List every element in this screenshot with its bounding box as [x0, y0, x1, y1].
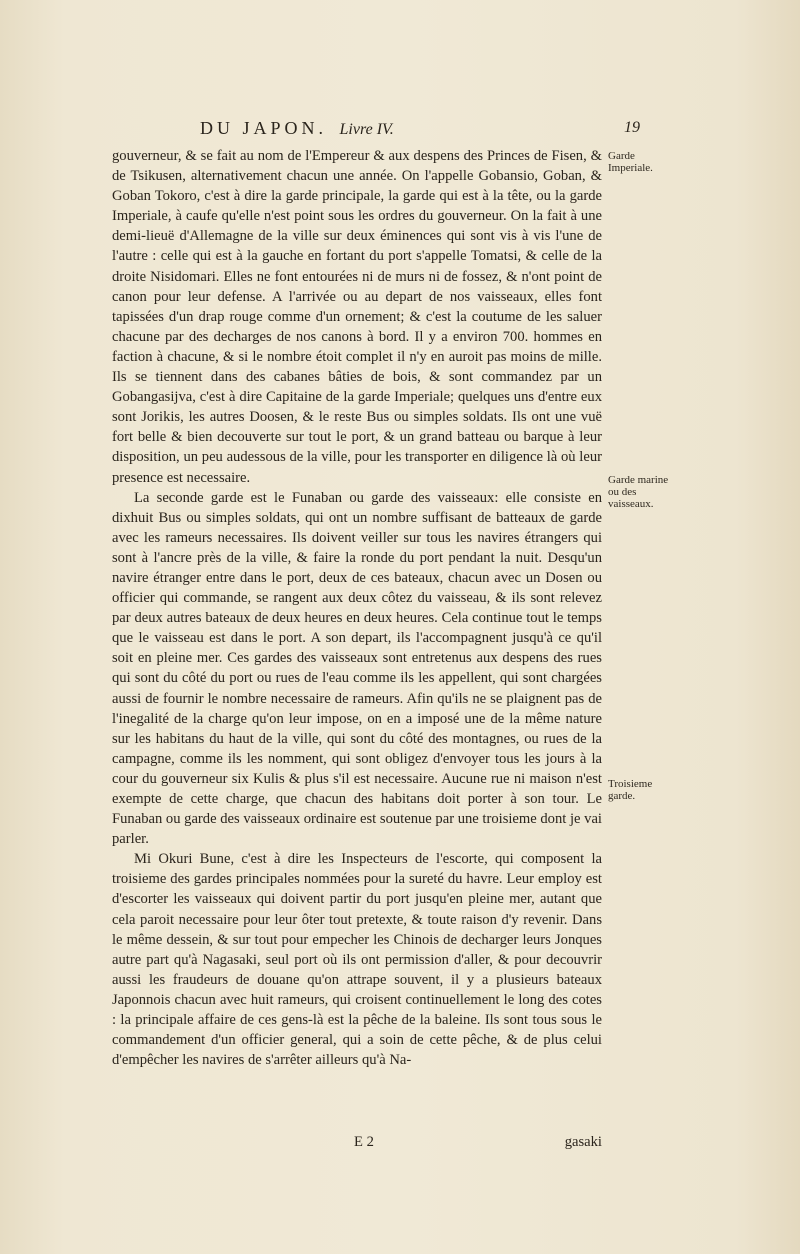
page-footer — [112, 1134, 602, 1154]
running-head-book: Livre IV. — [339, 121, 394, 138]
body-text — [112, 146, 602, 1070]
running-head-title: DU JAPON. — [200, 118, 328, 138]
signature-mark: E 2 — [354, 1134, 374, 1150]
running-head — [200, 118, 394, 139]
page-number: 19 — [624, 119, 640, 136]
page-header — [200, 118, 640, 142]
paragraph-2: La seconde garde est le Funaban ou garde des vaisseaux: elle consiste en dixhuit Bus ou simples soldats, qui ont un nombre suffisant de batteaux de garde avec les rameurs necessaires. Ils doivent veiller sur tous les navires étrangers qui sont à l'ancre près de la ville, & faire la ronde du port pendant la nuit. Desqu'un navire étranger entre dans le port, deux de ces bateaux, chacun avec un Dosen ou officier qui commande, se rangent aux deux côtez du vaisseau, & ils sont relevez par deux autres bateaux de deux heures en deux heures. Cela continue tout le temps que le vaisseau est dans le port. A son depart, ils l'accompagnent jusqu'à ce qu'il soit en pleine mer. Ces gardes des vaisseaux sont entretenus aux despens des rues qui sont du côté du port ou rues de l'eau comme ils les appellent, qui sont chargées aussi de fournir le nombre necessaire de rameurs. Afin qu'ils ne se plaignent pas de l'inegalité de la charge qu'on leur impose, on en a imposé une de la même nature sur les habitans du haut de la ville, qui sont du côté des montagnes, ou rues de la campagne, comme ils les nomment, qui sont obligez d'envoyer tous les jours à la cour du gouverneur six Kulis & plus s'il est necessaire. Aucune rue ni maison n'est exempte de cette charge, que chacun des habitans doit porter à son tour. Le Funaban ou garde des vaisseaux ordinaire est soutenue par une troisieme dont je vai parler. — [112, 489, 602, 848]
margin-note-marine-guard: Garde marine ou des vaisseaux. — [608, 474, 669, 510]
margin-note-imperial-guard: Garde Imperiale. — [608, 150, 653, 174]
catchword: gasaki — [564, 1134, 602, 1150]
paragraph-3: Mi Okuri Bune, c'est à dire les Inspecteurs de l'escorte, qui composent la troisieme des gardes principales nommées pour la sureté du havre. Leur employ est d'escorter les vaisseaux qui doivent partir du port jusqu'en pleine mer, autant que cela paroit necessaire pour leur ôter tout pretexte, & toute raison d'y revenir. Dans le même dessein, & sur tout pour empecher les Chinois de decharger leurs Jonques autre part qu'à Nagasaki, seul port où ils ont permission d'aller, & pour decouvrir aussi les fraudeurs de douane qu'on attrape souvent, il y a plusieurs bateaux Japonnois chacun avec huit rameurs, qui croisent continuellement le long des cotes : la principale affaire de ces gens-là est la pêche de la baleine. Ils sont tous sous le commandement d'un officier general, qui a soin de cette pêche, & de plus celui d'empêcher les navires de s'arrêter ailleurs qu'à Na- — [112, 851, 602, 1069]
margin-note-third-guard: Troisieme garde. — [608, 778, 653, 802]
paragraph-1: gouverneur, & se fait au nom de l'Empereur & aux despens des Princes de Fisen, & de Tsikusen, alternativement chacun une année. On l'appelle Gobansio, Goban, & Goban Tokoro, c'est à dire la garde principale, la garde qui est à la tête, ou la garde Imperiale, à caufe qu'elle n'est point sous les ordres du gouverneur. On la fait à une demi-lieuë d'Allemagne de la ville sur deux éminences qui sont vis à vis l'une de l'autre : celle qui est à la gauche en fortant du port s'appelle Tomatsi, & celle de la droite Nisidomari. Elles ne font entourées ni de murs ni de fossez, & n'ont point de canon pour leur defense. A l'arrivée ou au depart de nos vaisseaux, elles font tapissées d'un drap rouge comme d'un ornement; & c'est la coutume de les saluer chacune par des decharges de nos canons à bord. Il y a environ 700. hommes en faction à chacune, & si le nombre étoit complet il n'y en auroit pas moins de mille. Ils se tiennent dans des cabanes bâties de bois, & sont commandez par un Gobangasijva, c'est à dire Capitaine de la garde Imperiale; quelques uns d'entre eux sont Jorikis, les autres Doosen, & le reste Bus ou simples soldats. Ils ont une vuë fort belle & bien decouverte sur tout le port, & un grand batteau ou barque à leur disposition, un peu audessous de la ville, pour les transporter en diligence là où leur presence est necessaire. — [112, 148, 602, 486]
